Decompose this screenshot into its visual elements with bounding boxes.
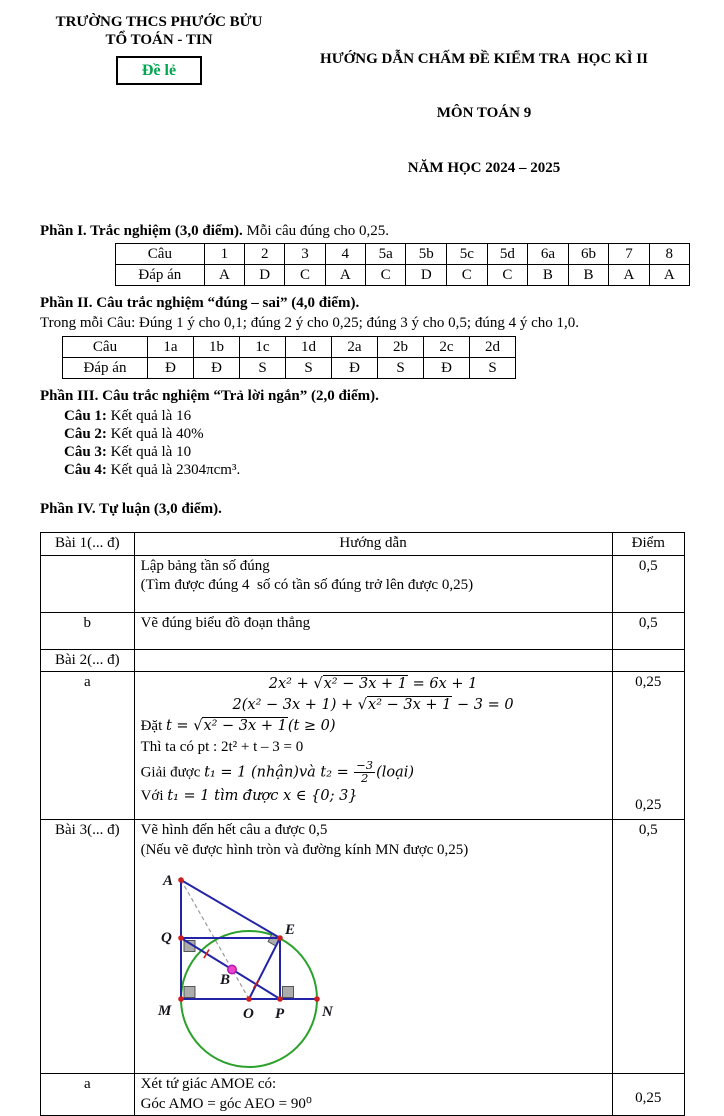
answer-cell: D (245, 265, 285, 286)
document-header (40, 13, 690, 214)
point-E (277, 935, 283, 941)
part3-answer-2: Câu 2: Kết quả là 40% (64, 426, 204, 443)
table-row (41, 672, 685, 820)
answer-cell: 2b (378, 337, 424, 358)
answer-cell: 7 (609, 244, 649, 265)
table-row (41, 555, 685, 612)
result-line: Với t₁ = 1 tìm được x ∈ {0; 3} (140, 787, 358, 804)
table-row (41, 612, 685, 649)
guide-cell: Xét tứ giác AMOE có: Góc AMO = góc AEO = 90⁰ (134, 1074, 612, 1116)
table-row (116, 265, 690, 286)
title-block (278, 13, 690, 214)
solve-line: Giải được t₁ = 1 (nhận)và t₂ = $\frac{-3}{2}$ (loại) (140, 758, 415, 785)
answer-cell: 5c (447, 244, 488, 265)
part1-answer-table (115, 243, 690, 286)
answer-cell: 1d (286, 337, 332, 358)
point-O (246, 996, 252, 1002)
part4-heading: Phần IV. Tự luận (3,0 điểm). (40, 501, 222, 518)
answer-cell: A (325, 265, 365, 286)
point-M (178, 996, 184, 1002)
point-label-P: P (274, 1006, 284, 1023)
part3-answer-3: Câu 3: Kết quả là 10 (64, 444, 192, 461)
point-label-N: N (321, 1004, 333, 1021)
right-angle-marker-P (282, 987, 293, 998)
answer-cell: C (487, 265, 528, 286)
answer-cell: 1a (148, 337, 194, 358)
answer-cell: S (378, 358, 424, 379)
table-row (41, 820, 685, 1074)
score-cell: 0,5 (612, 612, 684, 649)
substitution-line: Đặt t = √x² − 3x + 1(t ≥ 0) (140, 717, 336, 734)
part1-heading: Phần I. Trắc nghiệm (3,0 điểm). Mỗi câu đúng cho 0,25. (40, 223, 390, 240)
guide-cell: Vẽ hình đến hết câu a được 0,5 (Nếu vẽ được hình tròn và đường kính MN được 0,25) A Q E B M O P N (134, 820, 612, 1074)
guide-cell (134, 649, 612, 672)
exercise-label: a (41, 672, 135, 820)
segment-AE (181, 880, 280, 938)
answer-cell: B (568, 265, 609, 286)
answer-cell: 1c (240, 337, 286, 358)
answer-cell: 1b (194, 337, 240, 358)
answer-cell: 5a (365, 244, 406, 265)
score-cell: 0,5 (612, 820, 684, 1074)
rubric-table (40, 532, 685, 1116)
table-row (41, 1074, 685, 1116)
answer-cell: 1 (204, 244, 244, 265)
answer-cell: 6a (528, 244, 569, 265)
answer-cell: A (204, 265, 244, 286)
row-label: Câu (116, 244, 205, 265)
right-angle-marker-M (184, 987, 195, 998)
score-cell: 0,25 0,25 (612, 672, 684, 820)
equation-1: 2x² + √x² − 3x + 1 = 6x + 1 (268, 676, 478, 693)
school-name: TRƯỜNG THCS PHƯỚC BỬU (55, 14, 263, 30)
exam-code-badge: Đề lẻ (116, 56, 202, 85)
answer-cell: S (286, 358, 332, 379)
answer-cell: S (470, 358, 516, 379)
point-label-E: E (284, 922, 295, 939)
document-title: HƯỚNG DẪN CHẤM ĐỀ KIỂM TRA HỌC KÌ II (320, 50, 648, 67)
guide-cell (134, 672, 612, 820)
answer-cell: 6b (568, 244, 609, 265)
exercise-label: b (41, 612, 135, 649)
answer-cell: 2d (470, 337, 516, 358)
point-Q (178, 935, 184, 941)
equation-2: 2(x² − 3x + 1) + √x² − 3x + 1 − 3 = 0 (232, 697, 514, 714)
answer-cell: D (406, 265, 447, 286)
answer-cell: Đ (148, 358, 194, 379)
rubric-header-points: Điểm (612, 533, 684, 556)
answer-cell: A (609, 265, 649, 286)
point-P (277, 996, 283, 1002)
school-block (40, 13, 278, 85)
part3-answer-4: Câu 4: Kết quả là 2304πcm³. (64, 462, 241, 479)
answer-cell: S (240, 358, 286, 379)
part2-answer-table (62, 336, 516, 379)
school-year: NĂM HỌC 2024 – 2025 (407, 160, 561, 177)
answer-cell: 5b (406, 244, 447, 265)
point-label-O: O (242, 1006, 254, 1023)
pt-line: Thì ta có pt : 2t² + t – 3 = 0 (140, 739, 304, 756)
answer-cell: B (528, 265, 569, 286)
row-label: Đáp án (63, 358, 148, 379)
score-cell: 0,25 (612, 1074, 684, 1116)
subject-title: MÔN TOÁN 9 (436, 105, 532, 122)
department-name: TỔ TOÁN - TIN (105, 32, 213, 48)
row-label: Câu (63, 337, 148, 358)
part2-scoring-note: Trong mỗi Câu: Đúng 1 ý cho 0,1; đúng 2 ý cho 0,25; đúng 3 ý cho 0,5; đúng 4 ý cho 1,0. (40, 315, 580, 332)
table-row (116, 244, 690, 265)
exercise-label: Bài 2(... đ) (41, 649, 135, 672)
answer-cell: 2c (424, 337, 470, 358)
score-cell (612, 649, 684, 672)
point-label-B: B (219, 972, 230, 989)
guide-cell: Vẽ đúng biểu đồ đoạn thẳng (134, 612, 612, 649)
answer-cell: Đ (332, 358, 378, 379)
table-row (41, 649, 685, 672)
answer-cell: C (285, 265, 325, 286)
point-label-Q: Q (160, 930, 172, 947)
rubric-header-exercise: Bài 1(... đ) (41, 533, 135, 556)
answer-cell: Đ (424, 358, 470, 379)
answer-cell: 2 (245, 244, 285, 265)
point-N (314, 996, 320, 1002)
score-cell: 0,5 (612, 555, 684, 612)
part3-heading: Phần III. Câu trắc nghiệm “Trả lời ngắn” (2,0 điểm). (40, 388, 379, 405)
rubric-header-guide: Hướng dẫn (134, 533, 612, 556)
answer-cell: C (365, 265, 406, 286)
part2-heading: Phần II. Câu trắc nghiệm “đúng – sai” (4,0 điểm). (40, 295, 360, 312)
part3-answer-1: Câu 1: Kết quả là 16 (64, 408, 192, 425)
row-label: Đáp án (116, 265, 205, 286)
geometry-figure (143, 866, 405, 1072)
point-label-M: M (157, 1003, 171, 1020)
answer-cell: 5d (487, 244, 528, 265)
point-label-A: A (162, 873, 173, 890)
answer-cell: 2a (332, 337, 378, 358)
rubric-header-row (41, 533, 685, 556)
exercise-label: Bài 3(... đ) (41, 820, 135, 1074)
exercise-label: a (41, 1074, 135, 1116)
point-A (178, 877, 184, 883)
exercise-label (41, 555, 135, 612)
answer-cell: C (447, 265, 488, 286)
answer-cell: 4 (325, 244, 365, 265)
guide-cell: Lập bảng tần số đúng (Tìm được đúng 4 số có tần số đúng trở lên được 0,25) (134, 555, 612, 612)
answer-cell: A (649, 265, 689, 286)
answer-cell: 8 (649, 244, 689, 265)
answer-cell: 3 (285, 244, 325, 265)
answer-cell: Đ (194, 358, 240, 379)
table-row (63, 358, 516, 379)
table-row (63, 337, 516, 358)
